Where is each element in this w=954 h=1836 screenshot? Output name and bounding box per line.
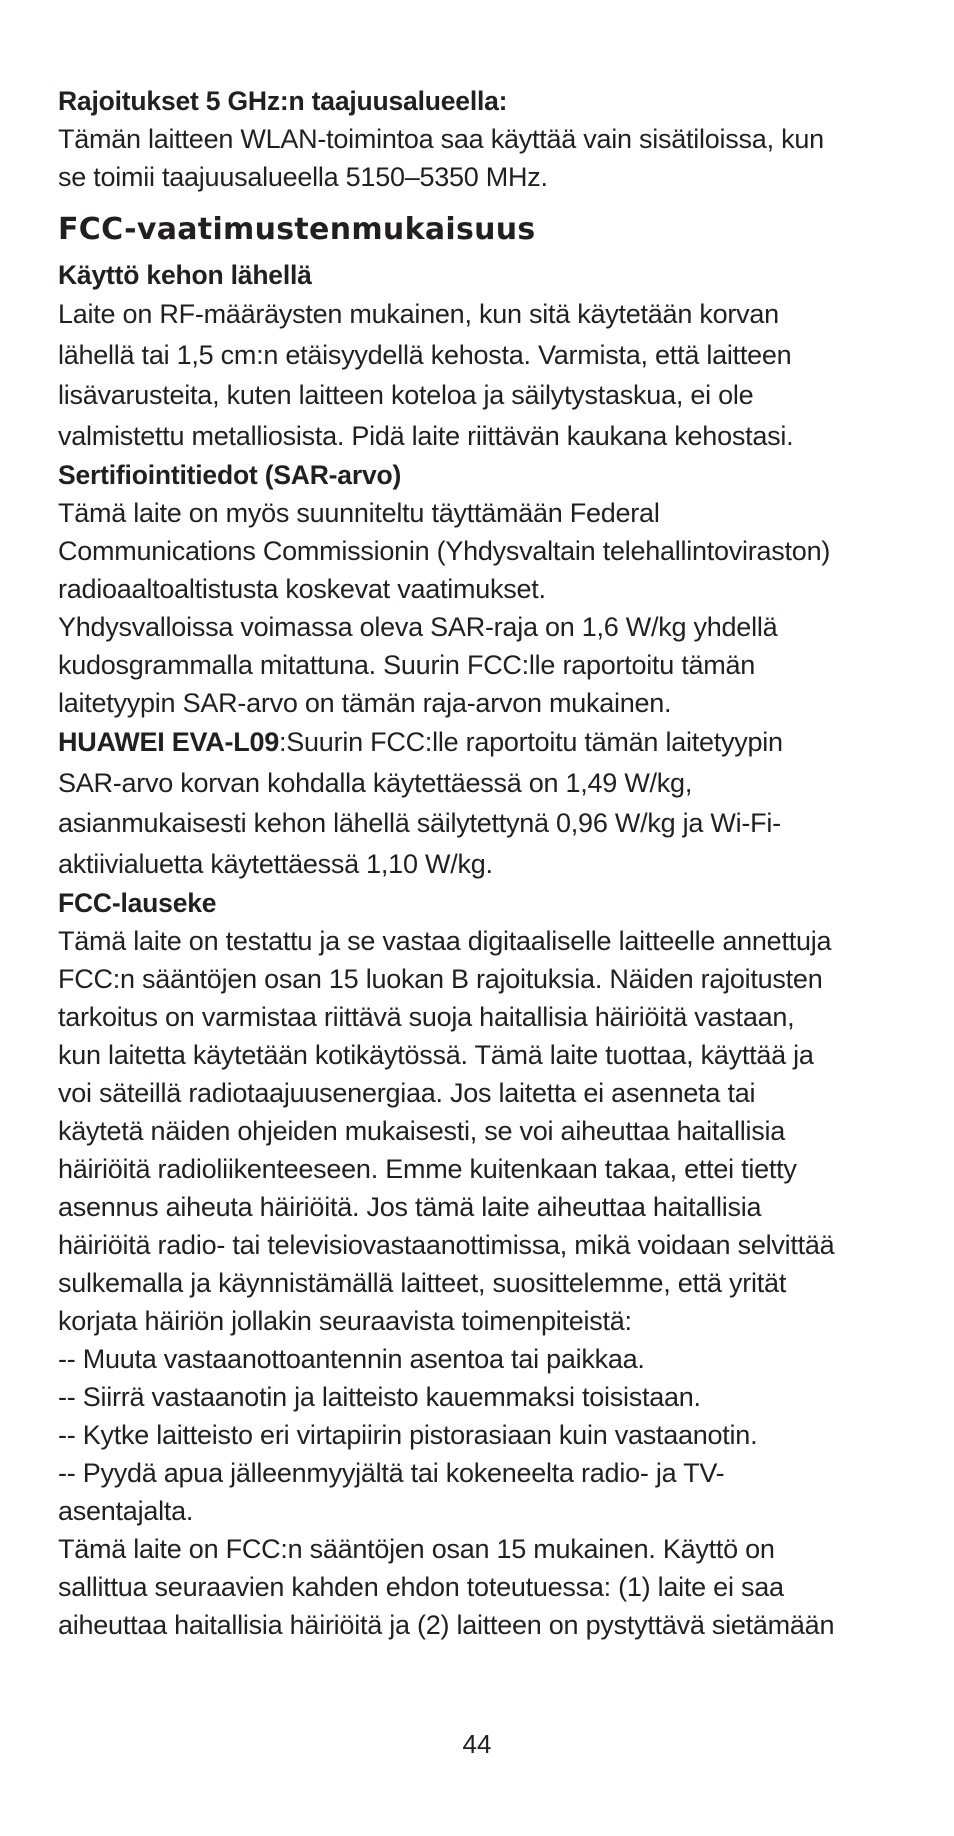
text-line: Communications Commissionin (Yhdysvaltain telehallintoviraston) [58,536,831,566]
text-line: se toimii taajuusalueella 5150–5350 MHz. [58,162,548,192]
text-line: Yhdysvalloissa voimassa oleva SAR-raja on 1,6 W/kg yhdellä [58,612,778,642]
text-line: Tämän laitteen WLAN-toimintoa saa käyttää vain sisätiloissa, kun [58,124,824,154]
text-line: asentajalta. [58,1496,194,1526]
page-number: 44 [462,1729,492,1759]
text-line: kudosgrammalla mitattuna. Suurin FCC:lle raportoitu tämän [58,650,756,680]
text-line [58,722,878,763]
text-line: kun laitetta käytetään kotikäytössä. Tämä laite tuottaa, käyttää ja [58,1040,814,1070]
text-line: tarkoitus on varmistaa riittävä suoja haitallisia häiriöitä vastaan, [58,1002,795,1032]
text-line: voi säteillä radiotaajuusenergiaa. Jos laitetta ei asenneta tai [58,1078,756,1108]
text-line: Tämä laite on FCC:n sääntöjen osan 15 mukainen. Käyttö on [58,1534,775,1564]
text-line: Tämä laite on myös suunniteltu täyttämään Federal [58,498,660,528]
text-line: Laite on RF-määräysten mukainen, kun sitä käytetään korvan [58,299,779,329]
body-worn-paragraph [58,294,878,456]
fcc-statement-paragraph [58,922,878,1644]
text-line: -- Pyydä apua jälleenmyyjältä tai kokeneelta radio- ja TV- [58,1458,725,1488]
restrictions-paragraph [58,120,878,196]
text-line: FCC:n sääntöjen osan 15 luokan B rajoituksia. Näiden rajoitusten [58,964,823,994]
sar-model-paragraph [58,722,878,884]
document-page [58,82,878,1644]
device-model: HUAWEI EVA-L09 [58,727,280,757]
text-line: SAR-arvo korvan kohdalla käytettäessä on 1,49 W/kg, [58,767,693,798]
text-line: lisävarusteita, kuten laitteen koteloa ja säilytystaskua, ei ole [58,380,754,410]
text-line: laitetyypin SAR-arvo on tämän raja-arvon mukainen. [58,688,672,718]
sar-heading: Sertifiointitiedot (SAR-arvo) [58,460,402,490]
text-line: korjata häiriön jollakin seuraavista toimenpiteistä: [58,1306,632,1336]
model-text: :Suurin FCC:lle raportoitu tämän laitetyypin [279,727,783,757]
text-line: asianmukaisesti kehon lähellä säilytettynä 0,96 W/kg ja Wi-Fi- [58,808,781,838]
body-worn-heading: Käyttö kehon lähellä [58,260,312,290]
sar-paragraph [58,494,878,722]
text-line: asennus aiheuta häiriöitä. Jos tämä laite aiheuttaa haitallisia [58,1192,762,1222]
text-line: sulkemalla ja käynnistämällä laitteet, suosittelemme, että yrität [58,1268,787,1298]
text-line: radioaaltoaltistusta koskevat vaatimukset. [58,574,546,604]
text-line: Tämä laite on testattu ja se vastaa digitaaliselle laitteelle annettuja [58,926,832,956]
text-line: häiriöitä radio- tai televisiovastaanottimissa, mikä voidaan selvittää [58,1230,835,1260]
restrictions-heading: Rajoitukset 5 GHz:n taajuusalueella: [58,86,508,116]
text-line: lähellä tai 1,5 cm:n etäisyydellä kehosta. Varmista, että laitteen [58,339,792,370]
text-line: -- Muuta vastaanottoantennin asentoa tai paikkaa. [58,1344,645,1374]
text-line: valmistettu metalliosista. Pidä laite riittävän kaukana kehostasi. [58,420,794,451]
text-line: sallittua seuraavien kahden ehdon toteutuessa: (1) laite ei saa [58,1572,784,1602]
fcc-statement-heading: FCC-lauseke [58,888,217,918]
text-line: -- Kytke laitteisto eri virtapiirin pistorasiaan kuin vastaanotin. [58,1420,758,1450]
text-line: käytetä näiden ohjeiden mukaisesti, se voi aiheuttaa haitallisia [58,1116,785,1146]
section-title: FCC-vaatimustenmukaisuus [58,212,536,247]
text-line: aiheuttaa haitallisia häiriöitä ja (2) laitteen on pystyttävä sietämään [58,1610,835,1640]
text-line: aktiivialuetta käytettäessä 1,10 W/kg. [58,848,493,879]
text-line: -- Siirrä vastaanotin ja laitteisto kauemmaksi toisistaan. [58,1382,701,1412]
text-line: häiriöitä radioliikenteeseen. Emme kuitenkaan takaa, ettei tietty [58,1154,797,1184]
